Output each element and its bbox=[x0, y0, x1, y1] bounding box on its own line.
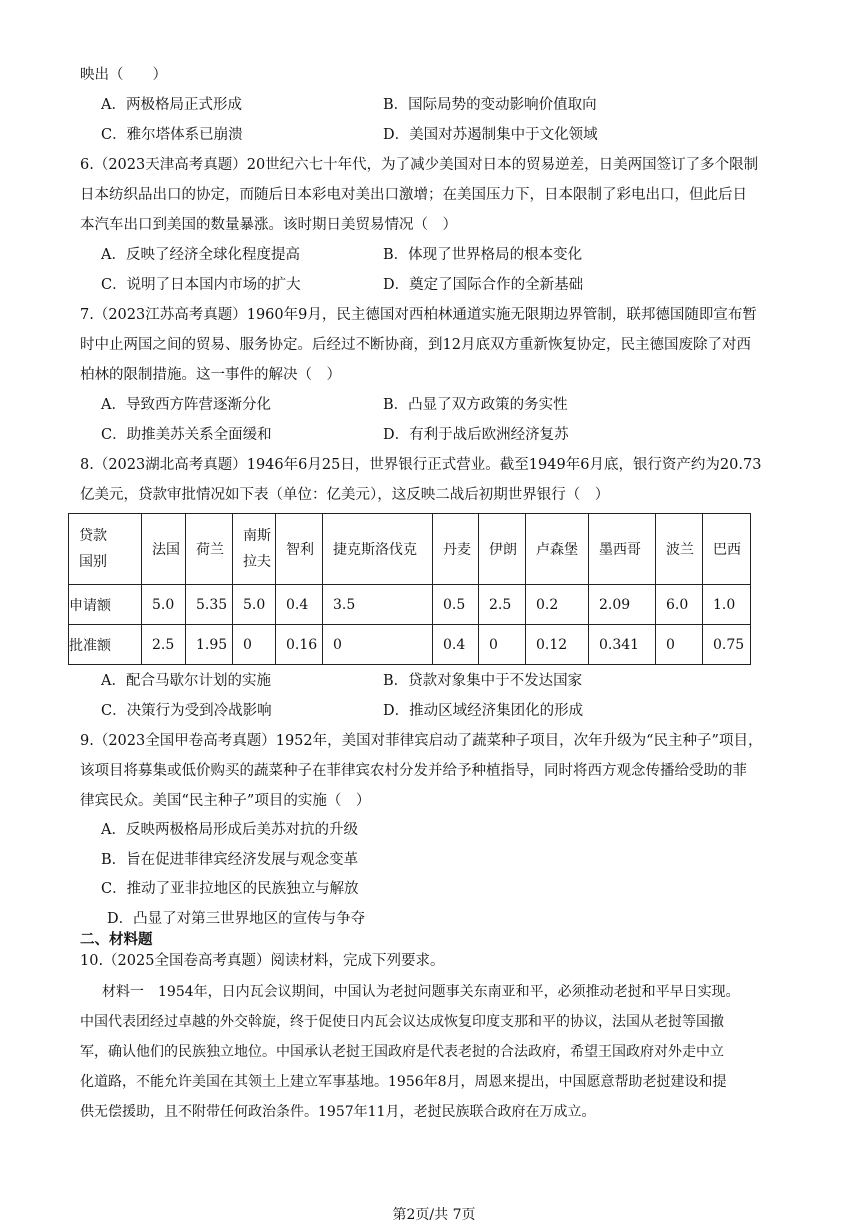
q9-stem-line-1: 9.（2023全国甲卷高考真题）1952年，美国对菲律宾启动了蔬菜种子项目，次年升级为“民主种子”项目， bbox=[80, 733, 763, 749]
q7-option-d: D．有利于战后欧洲经济复苏 bbox=[383, 427, 569, 443]
q7-option-c: C．助推美苏关系全面缓和 bbox=[101, 427, 272, 443]
country-header: 丹麦 bbox=[433, 514, 479, 585]
q9-option-d: D．凸显了对第三世界地区的宣传与争夺 bbox=[107, 911, 366, 927]
q8-option-a: A．配合马歇尔计划的实施 bbox=[101, 673, 271, 689]
table-cell: 5.0 bbox=[233, 585, 276, 625]
row-label: 申请额 bbox=[69, 585, 142, 625]
q10-stem: 10.（2025全国卷高考真题）阅读材料，完成下列要求。 bbox=[80, 953, 445, 969]
table-cell: 0.341 bbox=[589, 625, 656, 665]
q5-option-b: B．国际局势的变动影响价值取向 bbox=[383, 97, 597, 113]
q10-material-line-5: 供无偿援助，且不附带任何政治条件。1957年11月，老挝民族联合政府在万成立。 bbox=[80, 1104, 596, 1120]
table-row-applied bbox=[69, 585, 751, 625]
table-cell: 0.12 bbox=[526, 625, 589, 665]
table-cell: 3.5 bbox=[323, 585, 433, 625]
q9-stem-line-2: 该项目将募集或低价购买的蔬菜种子在菲律宾农村分发并给予种植指导，同时将西方观念传播给受助的菲 bbox=[80, 763, 747, 779]
table-cell: 2.5 bbox=[479, 585, 526, 625]
table-cell: 0 bbox=[479, 625, 526, 665]
country-header: 南斯拉夫 bbox=[233, 514, 276, 585]
q8-option-c: C．决策行为受到冷战影响 bbox=[101, 703, 272, 719]
q6-stem-line-3: 本汽车出口到美国的数量暴涨。该时期日美贸易情况（ ） bbox=[80, 217, 457, 233]
country-header: 波兰 bbox=[656, 514, 703, 585]
table-corner-cell bbox=[69, 514, 142, 585]
q5-option-d: D．美国对苏遏制集中于文化领域 bbox=[383, 127, 598, 143]
q9-option-a: A．反映两极格局形成后美苏对抗的升级 bbox=[101, 822, 358, 838]
q6-option-c: C．说明了日本国内市场的扩大 bbox=[101, 277, 301, 293]
country-header: 卢森堡 bbox=[526, 514, 589, 585]
q6-option-b: B．体现了世界格局的根本变化 bbox=[383, 247, 583, 263]
country-header: 捷克斯洛伐克 bbox=[323, 514, 433, 585]
table-cell: 0.16 bbox=[276, 625, 323, 665]
q10-material-line-2: 中国代表团经过卓越的外交斡旋，终于促使日内瓦会议达成恢复印度支那和平的协议，法国从老挝等国撤 bbox=[80, 1014, 724, 1030]
row-label: 批准额 bbox=[69, 625, 142, 665]
q7-option-a: A．导致西方阵营逐渐分化 bbox=[101, 397, 271, 413]
section-heading: 二、材料题 bbox=[80, 932, 153, 948]
table-row-approved bbox=[69, 625, 751, 665]
table-cell: 5.0 bbox=[142, 585, 186, 625]
table-cell: 0 bbox=[233, 625, 276, 665]
table-cell: 1.0 bbox=[703, 585, 751, 625]
country-header: 智利 bbox=[276, 514, 323, 585]
q6-option-a: A．反映了经济全球化程度提高 bbox=[101, 247, 300, 263]
table-cell: 5.35 bbox=[186, 585, 233, 625]
q8-stem-line-2: 亿美元，贷款审批情况如下表（单位：亿美元），这反映二战后初期世界银行（ ） bbox=[80, 487, 610, 503]
q5-stem-tail: 映出（ ） bbox=[80, 67, 167, 83]
page-number-footer: 第2页/共 7页 bbox=[392, 1207, 476, 1223]
q8-stem-line-1: 8.（2023湖北高考真题）1946年6月25日，世界银行正式营业。截至1949年6月底，银行资产约为20.73 bbox=[80, 457, 762, 473]
q10-material-line-3: 军，确认他们的民族独立地位。中国承认老挝王国政府是代表老挝的合法政府，希望王国政府对外走中立 bbox=[80, 1044, 724, 1060]
table-cell: 2.5 bbox=[142, 625, 186, 665]
country-header: 荷兰 bbox=[186, 514, 233, 585]
table-cell: 0.5 bbox=[433, 585, 479, 625]
table-cell: 1.95 bbox=[186, 625, 233, 665]
table-cell: 0 bbox=[323, 625, 433, 665]
q9-option-c: C．推动了亚非拉地区的民族独立与解放 bbox=[101, 881, 359, 897]
table-cell: 0 bbox=[656, 625, 703, 665]
table-cell: 0.4 bbox=[276, 585, 323, 625]
table-cell: 2.09 bbox=[589, 585, 656, 625]
table-cell: 0.75 bbox=[703, 625, 751, 665]
table-cell: 0.4 bbox=[433, 625, 479, 665]
table-cell: 0.2 bbox=[526, 585, 589, 625]
q9-option-b: B．旨在促进菲律宾经济发展与观念变革 bbox=[101, 852, 359, 868]
table-header-row bbox=[69, 514, 751, 585]
q7-stem-line-3: 柏林的限制措施。这一事件的解决（ ） bbox=[80, 367, 341, 383]
q6-stem-line-1: 6.（2023天津高考真题）20世纪六七十年代，为了减少美国对日本的贸易逆差，日美两国签订了多个限制 bbox=[80, 157, 759, 173]
corner-label-country: 国别 bbox=[79, 554, 107, 570]
q10-material-line-4: 化道路，不能允许美国在其领土上建立军事基地。1956年8月，周恩来提出，中国愿意帮助老挝建设和提 bbox=[80, 1074, 727, 1090]
table-cell: 6.0 bbox=[656, 585, 703, 625]
q5-option-a: A．两极格局正式形成 bbox=[101, 97, 242, 113]
q9-stem-line-3: 律宾民众。美国“民主种子”项目的实施（ ） bbox=[80, 793, 371, 809]
country-header: 巴西 bbox=[703, 514, 751, 585]
q8-option-b: B．贷款对象集中于不发达国家 bbox=[383, 673, 583, 689]
q10-material-line-1: 材料一 1954年，日内瓦会议期间，中国认为老挝问题事关东南亚和平，必须推动老挝和平早日实现。 bbox=[102, 984, 740, 1000]
corner-label-loan: 贷款 bbox=[79, 528, 107, 544]
q7-option-b: B．凸显了双方政策的务实性 bbox=[383, 397, 568, 413]
q5-option-c: C．雅尔塔体系已崩溃 bbox=[101, 127, 243, 143]
country-header: 伊朗 bbox=[479, 514, 526, 585]
country-header: 法国 bbox=[142, 514, 186, 585]
q6-stem-line-2: 日本纺织品出口的协定，而随后日本彩电对美出口激增；在美国压力下，日本限制了彩电出口，但此后日 bbox=[80, 187, 747, 203]
loan-approval-table bbox=[68, 513, 751, 665]
q7-stem-line-1: 7.（2023江苏高考真题）1960年9月，民主德国对西柏林通道实施无限期边界管制，联邦德国随即宣布暂 bbox=[80, 307, 757, 323]
q6-option-d: D．奠定了国际合作的全新基础 bbox=[383, 277, 584, 293]
q7-stem-line-2: 时中止两国之间的贸易、服务协定。后经过不断协商，到12月底双方重新恢复协定，民主德国废除了对西 bbox=[80, 337, 751, 353]
q8-option-d: D．推动区域经济集团化的形成 bbox=[383, 703, 584, 719]
country-header: 墨西哥 bbox=[589, 514, 656, 585]
